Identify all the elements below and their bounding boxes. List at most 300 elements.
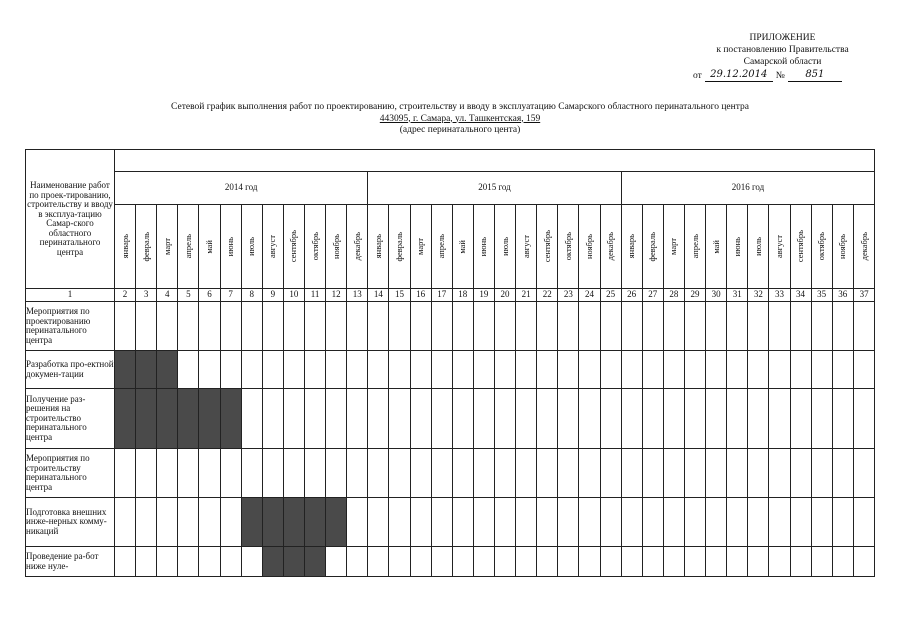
schedule-cell xyxy=(811,547,832,577)
schedule-cell xyxy=(473,351,494,389)
schedule-cell xyxy=(727,302,748,351)
column-number-3: 3 xyxy=(136,289,157,302)
schedule-cell xyxy=(832,389,853,449)
schedule-bar-cell xyxy=(199,389,220,449)
column-number-4: 4 xyxy=(157,289,178,302)
network-schedule-table xyxy=(25,149,875,577)
schedule-cell xyxy=(600,449,621,498)
month-label: июнь xyxy=(478,236,489,257)
schedule-cell xyxy=(790,351,811,389)
schedule-cell xyxy=(600,547,621,577)
appendix-title: ПРИЛОЖЕНИЕ xyxy=(749,33,816,43)
month-label: январь xyxy=(626,234,637,259)
schedule-cell xyxy=(389,498,410,547)
month-label: январь xyxy=(119,234,130,259)
month-header-cell xyxy=(727,205,748,289)
month-header-cell xyxy=(326,205,347,289)
column-number-22: 22 xyxy=(537,289,558,302)
column-number-21: 21 xyxy=(516,289,537,302)
month-header-cell xyxy=(178,205,199,289)
schedule-cell xyxy=(790,389,811,449)
schedule-cell xyxy=(494,389,515,449)
month-header-cell xyxy=(199,205,220,289)
schedule-cell xyxy=(389,302,410,351)
schedule-cell xyxy=(516,547,537,577)
schedule-cell xyxy=(410,547,431,577)
table-row xyxy=(26,302,875,351)
schedule-cell xyxy=(706,449,727,498)
schedule-cell xyxy=(199,351,220,389)
schedule-cell xyxy=(642,547,663,577)
month-header-cell xyxy=(600,205,621,289)
schedule-cell xyxy=(326,449,347,498)
schedule-cell xyxy=(326,302,347,351)
schedule-cell xyxy=(748,302,769,351)
header-blank-row xyxy=(26,150,875,172)
schedule-cell xyxy=(389,449,410,498)
appendix-block xyxy=(690,32,875,82)
schedule-cell xyxy=(600,498,621,547)
month-label: август xyxy=(773,234,784,258)
month-header-cell xyxy=(410,205,431,289)
schedule-cell xyxy=(579,547,600,577)
schedule-cell xyxy=(347,547,368,577)
schedule-cell xyxy=(663,351,684,389)
column-number-16: 16 xyxy=(410,289,431,302)
schedule-cell xyxy=(684,389,705,449)
task-name: Проведение ра-бот ниже нуле- xyxy=(26,547,115,577)
column-number-31: 31 xyxy=(727,289,748,302)
schedule-cell xyxy=(621,449,642,498)
year-header-1: 2014 год xyxy=(115,172,368,205)
schedule-bar-cell xyxy=(326,498,347,547)
month-header-row xyxy=(26,205,875,289)
schedule-cell xyxy=(600,389,621,449)
column-number-15: 15 xyxy=(389,289,410,302)
schedule-cell xyxy=(368,547,389,577)
schedule-cell xyxy=(241,302,262,351)
schedule-cell xyxy=(558,547,579,577)
schedule-cell xyxy=(220,302,241,351)
schedule-cell xyxy=(199,547,220,577)
schedule-cell xyxy=(516,302,537,351)
month-label: июль xyxy=(499,237,510,256)
schedule-cell xyxy=(326,389,347,449)
schedule-cell xyxy=(600,302,621,351)
month-label: февраль xyxy=(393,231,404,262)
schedule-cell xyxy=(410,449,431,498)
schedule-cell xyxy=(621,498,642,547)
year-header-row xyxy=(26,172,875,205)
schedule-cell xyxy=(663,302,684,351)
schedule-cell xyxy=(706,389,727,449)
month-label: октябрь xyxy=(816,232,827,261)
column-number-34: 34 xyxy=(790,289,811,302)
schedule-cell xyxy=(115,498,136,547)
schedule-cell xyxy=(178,498,199,547)
schedule-cell xyxy=(621,302,642,351)
appendix-line-2: Самарской области xyxy=(743,57,822,67)
schedule-cell xyxy=(494,302,515,351)
schedule-bar-cell xyxy=(304,547,325,577)
schedule-cell xyxy=(431,351,452,389)
schedule-cell xyxy=(452,389,473,449)
month-label: март xyxy=(668,238,679,255)
column-number-9: 9 xyxy=(262,289,283,302)
schedule-cell xyxy=(727,449,748,498)
schedule-cell xyxy=(706,302,727,351)
month-label: декабрь xyxy=(351,232,362,261)
schedule-bar-cell xyxy=(115,351,136,389)
schedule-bar-cell xyxy=(283,547,304,577)
schedule-cell xyxy=(579,449,600,498)
month-label: сентябрь xyxy=(288,230,299,263)
schedule-cell xyxy=(706,498,727,547)
column-number-17: 17 xyxy=(431,289,452,302)
month-label: август xyxy=(267,234,278,258)
appendix-date-line xyxy=(690,69,875,82)
schedule-cell xyxy=(537,302,558,351)
schedule-cell xyxy=(621,351,642,389)
schedule-cell xyxy=(494,449,515,498)
month-header-cell xyxy=(684,205,705,289)
task-name: Подготовка внешних инже-нерных комму-никаций xyxy=(26,498,115,547)
month-header-cell xyxy=(368,205,389,289)
schedule-cell xyxy=(283,389,304,449)
schedule-cell xyxy=(241,351,262,389)
month-label: январь xyxy=(372,234,383,259)
month-label: ноябрь xyxy=(330,234,341,259)
month-header-cell xyxy=(516,205,537,289)
column-number-33: 33 xyxy=(769,289,790,302)
schedule-cell xyxy=(832,449,853,498)
column-number-23: 23 xyxy=(558,289,579,302)
schedule-cell xyxy=(473,498,494,547)
schedule-cell xyxy=(790,449,811,498)
schedule-cell xyxy=(790,302,811,351)
task-name: Мероприятия по проектированию перинатального центра xyxy=(26,302,115,351)
month-label: октябрь xyxy=(562,232,573,261)
schedule-bar-cell xyxy=(115,389,136,449)
column-number-26: 26 xyxy=(621,289,642,302)
month-header-cell xyxy=(347,205,368,289)
schedule-cell xyxy=(558,449,579,498)
month-label: апрель xyxy=(182,234,193,259)
schedule-cell xyxy=(347,351,368,389)
month-label: сентябрь xyxy=(541,230,552,263)
schedule-cell xyxy=(347,449,368,498)
schedule-cell xyxy=(136,498,157,547)
number-label: № xyxy=(775,71,785,81)
schedule-cell xyxy=(600,351,621,389)
month-header-cell xyxy=(853,205,875,289)
schedule-cell xyxy=(516,498,537,547)
schedule-cell xyxy=(452,498,473,547)
schedule-cell xyxy=(410,302,431,351)
month-label: май xyxy=(710,239,721,254)
schedule-cell xyxy=(157,547,178,577)
schedule-cell xyxy=(748,547,769,577)
schedule-cell xyxy=(431,498,452,547)
schedule-cell xyxy=(410,351,431,389)
schedule-cell xyxy=(769,389,790,449)
month-label: август xyxy=(520,234,531,258)
schedule-cell xyxy=(579,389,600,449)
schedule-cell xyxy=(769,547,790,577)
schedule-cell xyxy=(473,547,494,577)
month-label: апрель xyxy=(689,234,700,259)
schedule-cell xyxy=(431,547,452,577)
month-label: июль xyxy=(752,237,763,256)
schedule-cell xyxy=(748,389,769,449)
schedule-cell xyxy=(516,449,537,498)
column-number-30: 30 xyxy=(706,289,727,302)
month-header-cell xyxy=(304,205,325,289)
task-name: Получение раз-решения на строительство перинатального центра xyxy=(26,389,115,449)
year-header-3: 2016 год xyxy=(621,172,875,205)
column-number-29: 29 xyxy=(684,289,705,302)
month-header-cell xyxy=(136,205,157,289)
year-header-2: 2015 год xyxy=(368,172,621,205)
schedule-cell xyxy=(368,389,389,449)
schedule-cell xyxy=(452,449,473,498)
schedule-cell xyxy=(241,449,262,498)
schedule-cell xyxy=(642,389,663,449)
schedule-cell xyxy=(431,302,452,351)
column-number-19: 19 xyxy=(473,289,494,302)
schedule-cell xyxy=(727,389,748,449)
column-number-37: 37 xyxy=(853,289,875,302)
schedule-cell xyxy=(494,351,515,389)
schedule-cell xyxy=(347,498,368,547)
schedule-cell xyxy=(642,498,663,547)
schedule-cell xyxy=(558,498,579,547)
schedule-cell xyxy=(178,547,199,577)
month-label: апрель xyxy=(436,234,447,259)
month-label: ноябрь xyxy=(837,234,848,259)
schedule-cell xyxy=(537,351,558,389)
schedule-cell xyxy=(452,351,473,389)
schedule-cell xyxy=(642,449,663,498)
table-row xyxy=(26,498,875,547)
column-number-20: 20 xyxy=(494,289,515,302)
schedule-cell xyxy=(136,547,157,577)
month-label: декабрь xyxy=(605,232,616,261)
column-number-36: 36 xyxy=(832,289,853,302)
schedule-cell xyxy=(642,351,663,389)
task-name: Мероприятия по строительству перинатального центра xyxy=(26,449,115,498)
schedule-cell xyxy=(326,351,347,389)
schedule-cell xyxy=(811,498,832,547)
table-row xyxy=(26,547,875,577)
date-prefix: от xyxy=(693,71,702,81)
month-header-cell xyxy=(642,205,663,289)
schedule-cell xyxy=(368,449,389,498)
month-header-cell xyxy=(494,205,515,289)
schedule-cell xyxy=(663,389,684,449)
month-header-cell xyxy=(283,205,304,289)
schedule-bar-cell xyxy=(178,389,199,449)
column-number-7: 7 xyxy=(220,289,241,302)
month-label: июнь xyxy=(731,236,742,257)
month-header-cell xyxy=(811,205,832,289)
schedule-cell xyxy=(537,449,558,498)
schedule-cell xyxy=(811,389,832,449)
month-header-cell xyxy=(748,205,769,289)
month-label: сентябрь xyxy=(795,230,806,263)
schedule-cell xyxy=(811,302,832,351)
column-number-25: 25 xyxy=(600,289,621,302)
schedule-cell xyxy=(853,449,875,498)
month-header-cell xyxy=(769,205,790,289)
schedule-cell xyxy=(769,351,790,389)
schedule-cell xyxy=(368,498,389,547)
schedule-cell xyxy=(283,449,304,498)
name-header-cell xyxy=(26,150,115,289)
schedule-cell xyxy=(473,302,494,351)
schedule-cell xyxy=(199,498,220,547)
schedule-cell xyxy=(790,547,811,577)
schedule-cell xyxy=(347,302,368,351)
schedule-cell xyxy=(304,389,325,449)
schedule-cell xyxy=(558,302,579,351)
appendix-line-1: к постановлению Правительства xyxy=(716,45,849,55)
schedule-bar-cell xyxy=(136,389,157,449)
schedule-cell xyxy=(684,351,705,389)
column-number-2: 2 xyxy=(115,289,136,302)
document-address: 443095, г. Самара, ул. Ташкентская, 159 xyxy=(379,113,541,124)
month-label: июнь xyxy=(225,236,236,257)
month-header-cell xyxy=(621,205,642,289)
schedule-cell xyxy=(727,498,748,547)
schedule-cell xyxy=(304,302,325,351)
schedule-cell xyxy=(748,449,769,498)
month-label: март xyxy=(161,238,172,255)
schedule-cell xyxy=(157,302,178,351)
schedule-cell xyxy=(663,547,684,577)
month-label: декабрь xyxy=(858,232,869,261)
schedule-cell xyxy=(136,449,157,498)
column-number-32: 32 xyxy=(748,289,769,302)
column-number-28: 28 xyxy=(663,289,684,302)
schedule-cell xyxy=(178,449,199,498)
schedule-bar-cell xyxy=(283,498,304,547)
month-header-cell xyxy=(262,205,283,289)
schedule-cell xyxy=(368,351,389,389)
month-header-cell xyxy=(558,205,579,289)
schedule-cell xyxy=(663,449,684,498)
schedule-cell xyxy=(684,547,705,577)
schedule-cell xyxy=(389,351,410,389)
month-label: февраль xyxy=(140,231,151,262)
schedule-cell xyxy=(368,302,389,351)
header-blank-cell xyxy=(115,150,875,172)
month-label: май xyxy=(203,239,214,254)
task-name: Разработка про-ектной докумен-тации xyxy=(26,351,115,389)
column-number-12: 12 xyxy=(326,289,347,302)
schedule-cell xyxy=(769,498,790,547)
schedule-cell xyxy=(262,351,283,389)
column-number-6: 6 xyxy=(199,289,220,302)
schedule-cell xyxy=(558,389,579,449)
schedule-cell xyxy=(431,389,452,449)
month-label: июль xyxy=(246,237,257,256)
schedule-cell xyxy=(621,547,642,577)
schedule-cell xyxy=(621,389,642,449)
schedule-bar-cell xyxy=(157,351,178,389)
schedule-cell xyxy=(115,302,136,351)
column-number-5: 5 xyxy=(178,289,199,302)
month-header-cell xyxy=(220,205,241,289)
column-number-11: 11 xyxy=(304,289,325,302)
schedule-cell xyxy=(853,302,875,351)
month-header-cell xyxy=(706,205,727,289)
schedule-cell xyxy=(157,449,178,498)
document-address-note: (адрес перинатального цента) xyxy=(399,125,521,135)
month-header-cell xyxy=(431,205,452,289)
schedule-cell xyxy=(832,351,853,389)
schedule-cell xyxy=(473,389,494,449)
schedule-cell xyxy=(347,389,368,449)
month-header-cell xyxy=(241,205,262,289)
schedule-cell xyxy=(283,302,304,351)
schedule-cell xyxy=(790,498,811,547)
schedule-cell xyxy=(748,351,769,389)
column-number-10: 10 xyxy=(283,289,304,302)
schedule-cell xyxy=(727,547,748,577)
schedule-bar-cell xyxy=(241,498,262,547)
schedule-cell xyxy=(684,449,705,498)
schedule-bar-cell xyxy=(136,351,157,389)
schedule-cell xyxy=(663,498,684,547)
schedule-cell xyxy=(304,449,325,498)
schedule-cell xyxy=(853,498,875,547)
month-label: февраль xyxy=(647,231,658,262)
schedule-cell xyxy=(115,547,136,577)
month-header-cell xyxy=(663,205,684,289)
schedule-bar-cell xyxy=(262,498,283,547)
schedule-cell xyxy=(832,498,853,547)
schedule-cell xyxy=(579,498,600,547)
column-number-13: 13 xyxy=(347,289,368,302)
schedule-cell xyxy=(516,389,537,449)
schedule-cell xyxy=(262,449,283,498)
schedule-cell xyxy=(558,351,579,389)
column-number-18: 18 xyxy=(452,289,473,302)
column-number-14: 14 xyxy=(368,289,389,302)
schedule-cell xyxy=(832,302,853,351)
table-row xyxy=(26,351,875,389)
handwritten-number: 851 xyxy=(788,69,842,82)
schedule-cell xyxy=(283,351,304,389)
schedule-cell xyxy=(706,547,727,577)
column-number-1: 1 xyxy=(26,289,115,302)
schedule-cell xyxy=(199,449,220,498)
schedule-cell xyxy=(811,449,832,498)
schedule-cell xyxy=(769,302,790,351)
schedule-cell xyxy=(241,389,262,449)
schedule-cell xyxy=(199,302,220,351)
month-header-cell xyxy=(115,205,136,289)
schedule-cell xyxy=(389,547,410,577)
month-header-cell xyxy=(473,205,494,289)
schedule-cell xyxy=(220,547,241,577)
schedule-cell xyxy=(136,302,157,351)
schedule-cell xyxy=(706,351,727,389)
schedule-cell xyxy=(579,302,600,351)
schedule-cell xyxy=(115,449,136,498)
schedule-cell xyxy=(748,498,769,547)
